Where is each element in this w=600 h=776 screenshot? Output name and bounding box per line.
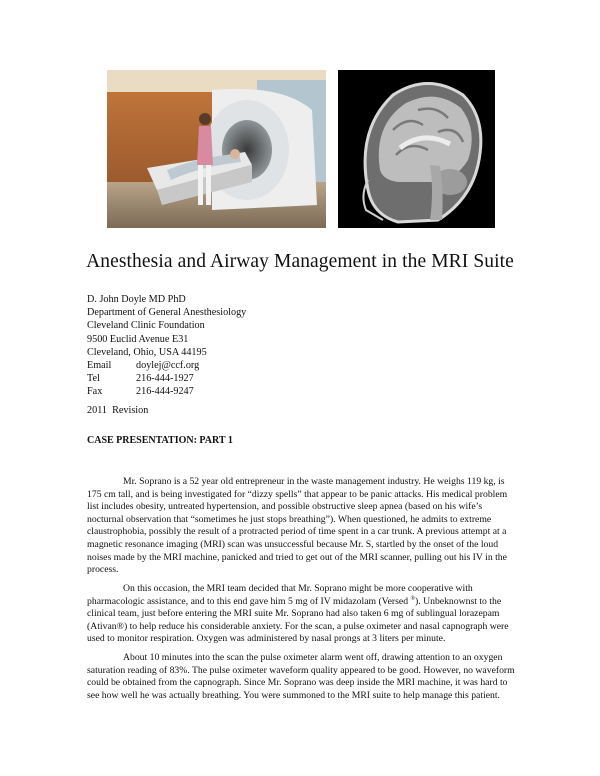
email-value[interactable]: doylej@ccf.org xyxy=(136,360,200,372)
mri-scanner-photo xyxy=(107,70,326,228)
author-address-line2: Cleveland, Ohio, USA 44195 xyxy=(87,346,207,358)
author-name: D. John Doyle MD PhD xyxy=(87,294,186,305)
paragraph-2 xyxy=(87,583,517,646)
author-block xyxy=(87,293,246,399)
paragraph-3 xyxy=(87,652,517,702)
section-heading: CASE PRESENTATION: PART 1 xyxy=(87,435,233,446)
author-address-line1: 9500 Euclid Avenue E31 xyxy=(87,333,189,345)
brain-mri-photo xyxy=(338,70,495,228)
paragraph-2-text-b: ). Unbeknownst to the clinical team, just before entering the MRI suite Mr. Soprano had also taken 6 mg of sublingual lorazepam (Ativan®) to help reduce his considerable anxiety. For the scan, a pulse oximeter and nasal capnograph were used to monitor respiration. Oxygen was administered by nasal prongs at 3 liters per minute. xyxy=(87,595,509,645)
author-institution: Cleveland Clinic Foundation xyxy=(87,320,205,332)
registered-mark: ® xyxy=(410,595,416,602)
paragraph-2-text-a: On this occasion, the MRI team decided that Mr. Soprano might be more cooperative with pharmacologic assistance, and to this end gave him 5 mg of IV midazolam (Versed xyxy=(87,583,473,607)
fax-label: Fax xyxy=(87,386,103,398)
paragraph-1-text: Mr. Soprano is a 52 year old entrepreneur in the waste management industry. He weighs 119 kg, is 175 cm tall, and is being investigated for “dizzy spells” that appear to be panic attacks. His medical problem list includes obesity, untreated hypertension, and possible obstructive sleep apnea (based on his wife’s nocturnal observation that “sometimes he just stops breathing”). When questioned, he admits to extreme claustrophobia, possibly the result of a protracted period of time spent in a car trunk. A previous attempt at a magnetic resonance imaging (MRI) scan was unsuccessful because Mr. S, startled by the onset of the loud noises made by the MRI machine, panicked and tried to get out of the MRI scanner, pulling out his IV in the process. xyxy=(87,476,508,576)
paragraph-3-text: About 10 minutes into the scan the pulse oximeter alarm went off, drawing attention to an oxygen saturation reading of 83%. The pulse oximeter waveform quality appeared to be good. However, no waveform could be obtained from the capnograph. Since Mr. Soprano was deep inside the MRI machine, it was hard to see how well he was actually breathing. You were summoned to the MRI suite to help manage this patient. xyxy=(87,652,515,701)
revision-note: 2011 Revision xyxy=(87,405,149,416)
fax-row xyxy=(87,385,246,398)
email-row xyxy=(87,359,246,372)
document-title: Anesthesia and Airway Management in the MRI Suite xyxy=(86,251,514,272)
author-department: Department of General Anesthesiology xyxy=(87,307,247,319)
tel-row xyxy=(87,372,246,385)
email-label: Email xyxy=(87,360,112,372)
tel-label: Tel xyxy=(87,373,100,385)
fax-value: 216-444-9247 xyxy=(136,386,194,398)
paragraph-1 xyxy=(87,476,517,577)
tel-value: 216-444-1927 xyxy=(136,373,194,385)
